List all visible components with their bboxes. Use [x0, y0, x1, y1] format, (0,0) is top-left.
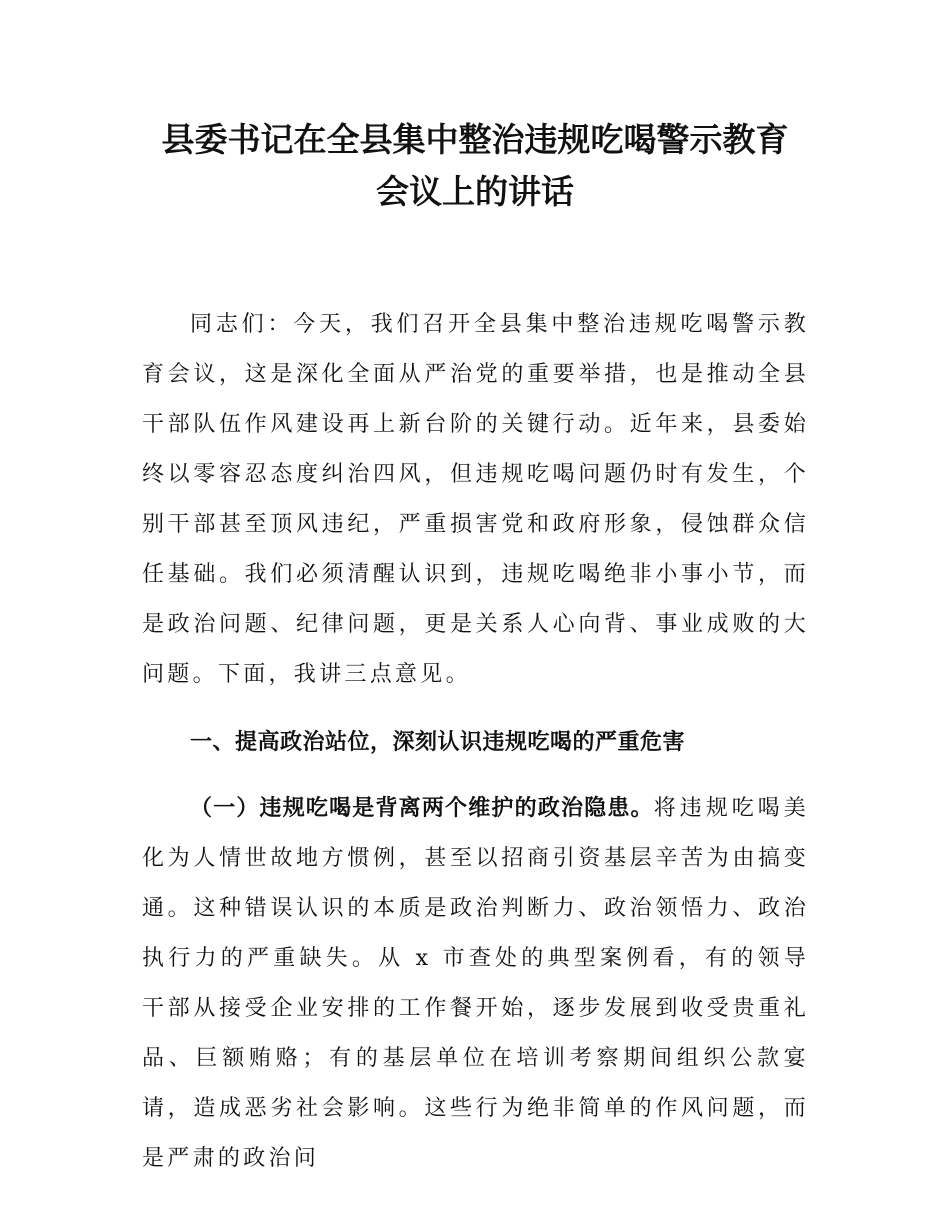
document-body: [142, 300, 809, 1184]
point-1-lead: （一）违规吃喝是背离两个维护的政治隐患。: [190, 796, 654, 821]
section-heading-1: 一、提高政治站位，深刻认识违规吃喝的严重危害: [190, 730, 686, 755]
title-line-1: 县委书记在全县集中整治违规吃喝警示教育: [161, 120, 789, 159]
point-1-paragraph: [142, 784, 809, 1184]
title-line-2: 会议上的讲话: [376, 172, 574, 211]
intro-paragraph: 同志们：今天，我们召开全县集中整治违规吃喝警示教育会议，这是深化全面从严治党的重要举措，也是推动全县干部队伍作风建设再上新台阶的关键行动。近年来，县委始终以零容忍态度纠治四风，但违规吃喝问题仍时有发生，个别干部甚至顶风违纪，严重损害党和政府形象，侵蚀群众信任基础。我们必须清醒认识到，违规吃喝绝非小事小节，而是政治问题、纪律问题，更是关系人心向背、事业成败的大问题。下面，我讲三点意见。: [142, 312, 809, 687]
document-title: [110, 114, 840, 218]
point-1-text: 将违规吃喝美化为人情世故地方惯例，甚至以招商引资基层辛苦为由搞变通。这种错误认识的本质是政治判断力、政治领悟力、政治执行力的严重缺失。从 x 市查处的典型案例看，有的领导干部从接受企业安排的工作餐开始，逐步发展到收受贵重礼品、巨额贿赂；有的基层单位在培训考察期间组织公款宴请，造成恶劣社会影响。这些行为绝非简单的作风问题，而是严肃的政治问: [142, 796, 809, 1171]
